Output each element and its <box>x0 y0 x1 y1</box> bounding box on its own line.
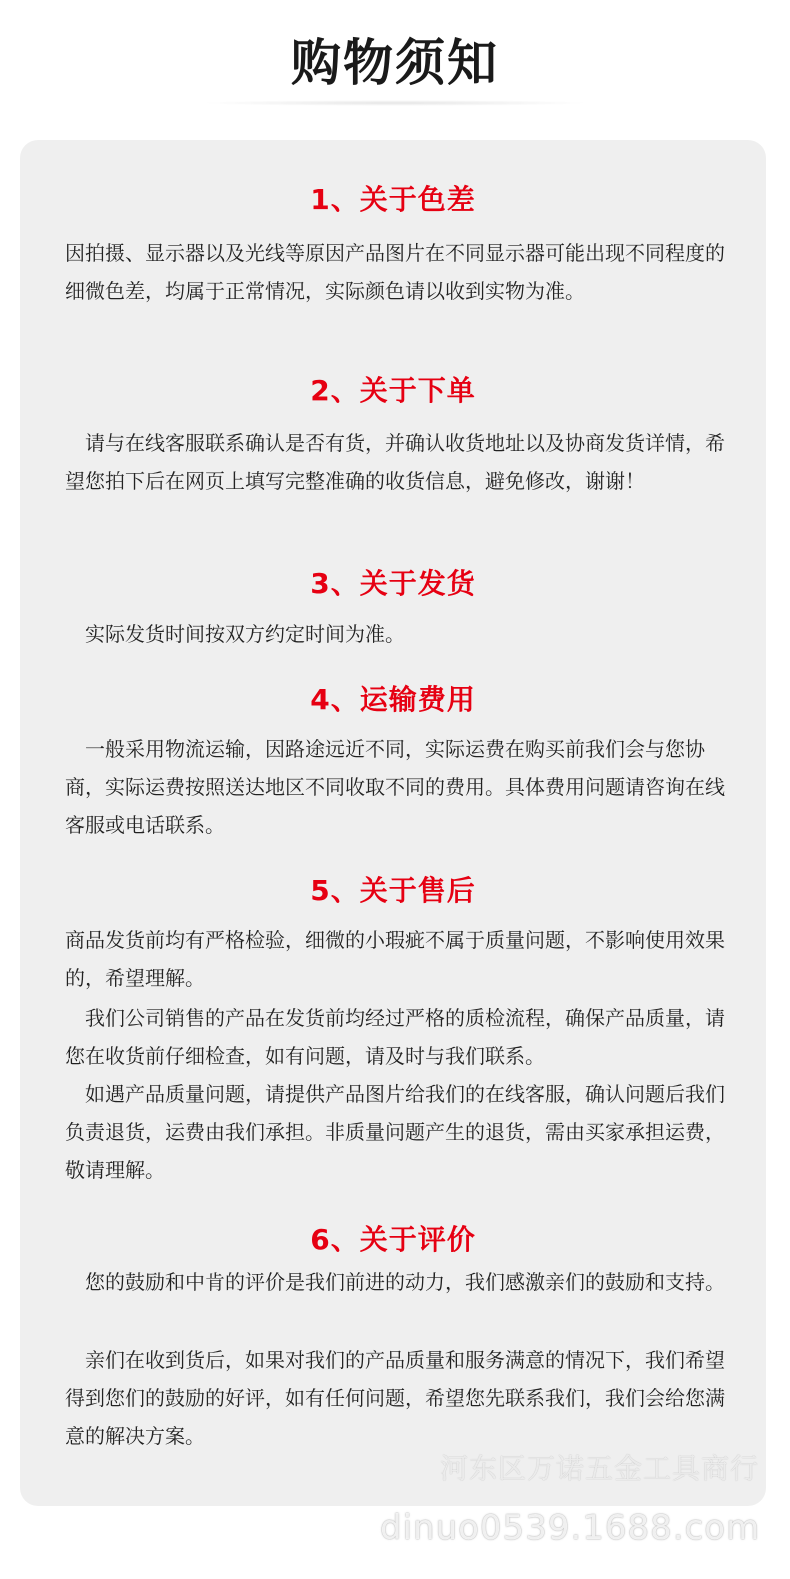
section-heading-color-difference: 1、关于色差 <box>310 183 476 216</box>
section-text-ordering: 请与在线客服联系确认是否有货，并确认收货地址以及协商发货详情，希望您拍下后在网页上填写完整准确的收货信息，避免修改，谢谢！ <box>65 431 725 493</box>
section-text-freight: 一般采用物流运输，因路途远近不同，实际运费在购买前我们会与您协商，实际运费按照送达地区不同收取不同的费用。具体费用问题请咨询在线客服或电话联系。 <box>65 737 725 837</box>
notice-panel <box>20 140 766 1506</box>
section-heading-freight: 4、运输费用 <box>310 683 476 716</box>
section-heading-reviews: 6、关于评价 <box>310 1223 476 1256</box>
section-text-after-sales-2: 我们公司销售的产品在发货前均经过严格的质检流程，确保产品质量，请您在收货前仔细检查，如有问题，请及时与我们联系。 <box>65 1006 725 1068</box>
title-shadow <box>200 100 590 106</box>
page-title: 购物须知 <box>291 34 499 92</box>
section-heading-ordering: 2、关于下单 <box>310 374 476 407</box>
section-text-after-sales-1: 商品发货前均有严格检验，细微的小瑕疵不属于质量问题，不影响使用效果的，希望理解。 <box>65 928 725 990</box>
section-text-after-sales-3: 如遇产品质量问题，请提供产品图片给我们的在线客服，确认问题后我们负责退货，运费由我们承担。非质量问题产生的退货，需由买家承担运费，敬请理解。 <box>65 1082 725 1182</box>
watermark-shop-name: 河东区万诺五金工具商行 <box>439 1452 759 1485</box>
watermark-url: dinuo0539.1688.com <box>380 1508 761 1548</box>
section-text-reviews-1: 您的鼓励和中肯的评价是我们前进的动力，我们感激亲们的鼓励和支持。 <box>85 1270 725 1294</box>
section-heading-shipping: 3、关于发货 <box>310 567 476 600</box>
section-heading-after-sales: 5、关于售后 <box>310 874 476 907</box>
section-text-color-difference: 因拍摄、显示器以及光线等原因产品图片在不同显示器可能出现不同程度的细微色差，均属于正常情况，实际颜色请以收到实物为准。 <box>65 241 725 303</box>
section-text-shipping: 实际发货时间按双方约定时间为准。 <box>85 622 405 646</box>
section-text-reviews-2: 亲们在收到货后，如果对我们的产品质量和服务满意的情况下，我们希望得到您们的鼓励的好评，如有任何问题，希望您先联系我们，我们会给您满意的解决方案。 <box>65 1348 725 1448</box>
